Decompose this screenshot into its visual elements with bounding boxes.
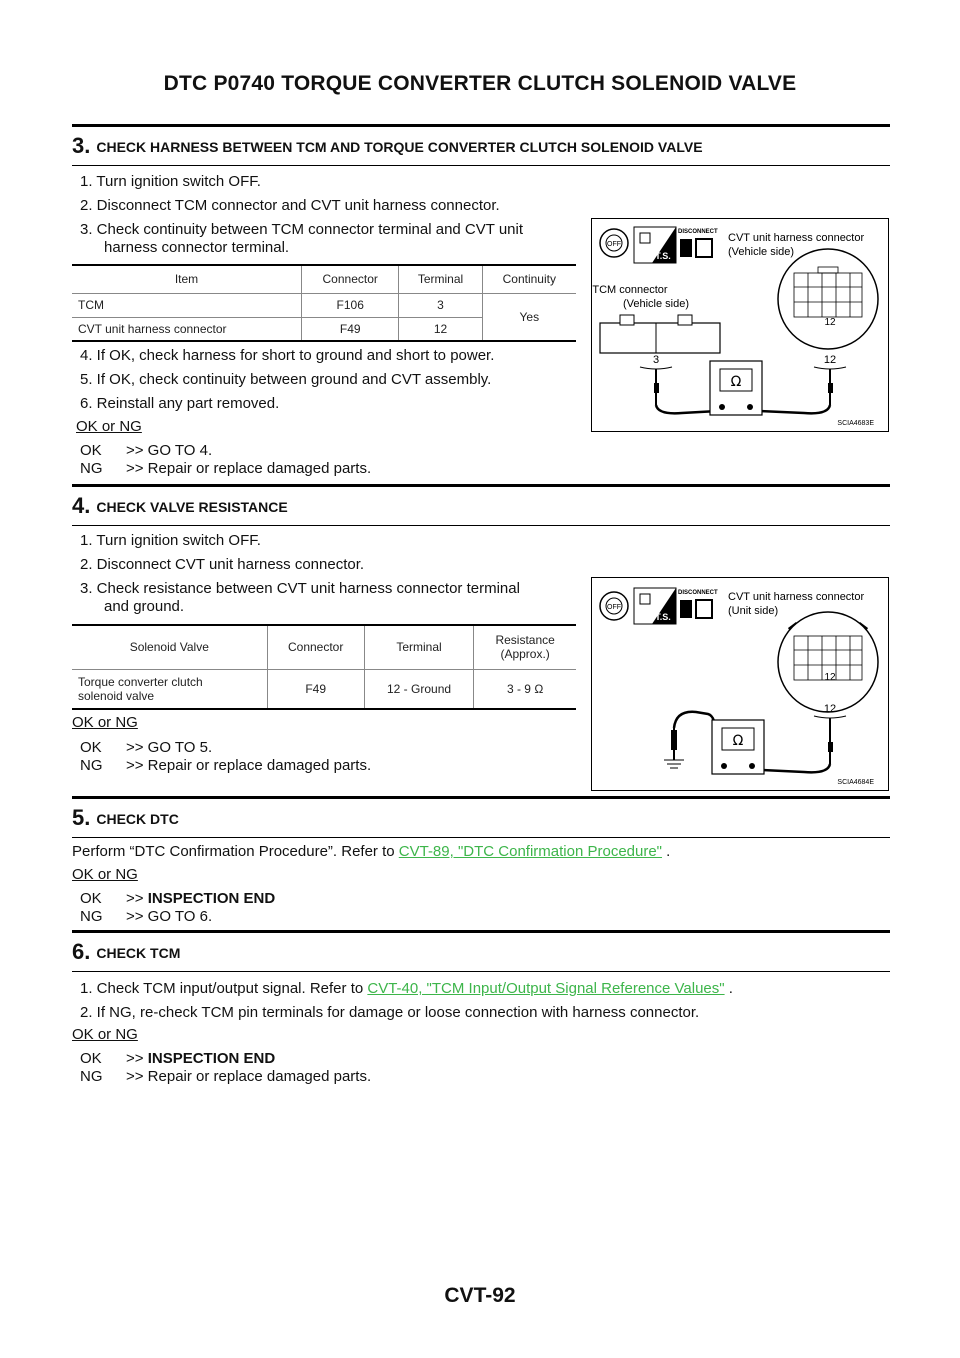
instruction-line: 4. If OK, check harness for short to ground and short to power. (80, 347, 495, 364)
table-header: Terminal (399, 265, 482, 293)
step-heading: CHECK TCM (96, 945, 181, 961)
wiring-diagram-solenoid (591, 577, 889, 791)
table-cell: F49 (301, 317, 398, 341)
step-5-header (72, 796, 890, 838)
table-cell: CVT unit harness connector (72, 317, 301, 341)
ok-ng-label: OK or NG (72, 866, 138, 883)
step-number: 3. (72, 133, 91, 158)
instruction-line: 2. If NG, re-check TCM pin terminals for damage or loose connection with harness connector. (80, 1004, 700, 1021)
table-header: Connector (301, 265, 398, 293)
ng-response: NG >> GO TO 6. (80, 908, 213, 925)
ng-response: NG >> Repair or replace damaged parts. (80, 757, 372, 774)
svg-text:(Vehicle side): (Vehicle side) (622, 298, 690, 310)
wiring-diagram-svg (592, 578, 888, 790)
table-cell: Torque converter clutch solenoid valve (72, 669, 267, 709)
instruction-line: 5. If OK, check continuity between ground and CVT assembly. (80, 371, 492, 388)
table-cell: 3 (399, 293, 482, 317)
connector-disconnect-icon (678, 229, 718, 257)
step-number: 6. (72, 939, 91, 964)
svg-text:12: 12 (823, 354, 837, 366)
table-header: Terminal (364, 625, 474, 669)
svg-text:SCIA4683E: SCIA4683E (837, 420, 874, 427)
instruction-line: 1. Turn ignition switch OFF. (80, 173, 261, 190)
step-4-header (72, 484, 890, 526)
table-header: Connector (267, 625, 364, 669)
page-title: DTC P0740 TORQUE CONVERTER CLUTCH SOLENOID VALVE (163, 72, 797, 95)
table-header: Solenoid Valve (72, 625, 267, 669)
instruction-line: 6. Reinstall any part removed. (80, 395, 280, 412)
table-cell: TCM (72, 293, 301, 317)
svg-text:CVT unit harness connector: CVT unit harness connector (728, 232, 865, 244)
table-header: Item (72, 265, 301, 293)
ok-response: OK >> INSPECTION END (80, 890, 276, 907)
resistance-table (72, 624, 576, 710)
step-heading: CHECK HARNESS BETWEEN TCM AND TORQUE CONVERTER CLUTCH SOLENOID VALVE (96, 139, 703, 155)
instruction-line: 1. Check TCM input/output signal. Refer to CVT-40, "TCM Input/Output Signal Reference Values" . (80, 980, 733, 997)
svg-text:Ω: Ω (730, 374, 742, 390)
table-row (72, 669, 576, 709)
ok-response: OK >> GO TO 4. (80, 442, 213, 459)
svg-text:OFF: OFF (607, 241, 621, 248)
instruction-line: 3. Check continuity between TCM connector terminal and CVT unit (80, 221, 523, 238)
step-heading: CHECK VALVE RESISTANCE (96, 499, 288, 515)
svg-text:DISCONNECT: DISCONNECT (678, 590, 718, 596)
instruction-line: 2. Disconnect CVT unit harness connector. (80, 556, 365, 573)
reference-link[interactable]: CVT-89, "DTC Confirmation Procedure" (398, 843, 663, 860)
step-number: 4. (72, 493, 91, 518)
continuity-table (72, 264, 576, 342)
table-row (72, 293, 576, 317)
svg-text:TCM connector: TCM connector (592, 284, 668, 296)
table-cell: F49 (267, 669, 364, 709)
svg-text:DISCONNECT: DISCONNECT (678, 229, 718, 235)
table-cell: 3 - 9 Ω (474, 669, 576, 709)
svg-text:SCIA4684E: SCIA4684E (837, 779, 874, 786)
svg-text:T.S.: T.S. (655, 251, 671, 261)
step-heading: CHECK DTC (96, 811, 179, 827)
ng-response: NG >> Repair or replace damaged parts. (80, 1068, 372, 1085)
instruction-line: 1. Turn ignition switch OFF. (80, 532, 261, 549)
svg-text:12: 12 (824, 672, 836, 683)
table-cell: F106 (301, 293, 398, 317)
ok-ng-label: OK or NG (72, 714, 138, 731)
page-number: CVT-92 (444, 1284, 516, 1307)
svg-text:12: 12 (824, 317, 836, 328)
table-header: Continuity (482, 265, 576, 293)
step-6-header (72, 930, 890, 972)
svg-text:3: 3 (652, 354, 660, 366)
connector-disconnect-icon (678, 590, 718, 618)
ignition-off-icon (600, 592, 628, 620)
table-cell: Yes (482, 293, 576, 341)
svg-text:OFF: OFF (607, 604, 621, 611)
reference-link[interactable]: CVT-40, "TCM Input/Output Signal Reference Values" (367, 980, 725, 997)
wiring-diagram-tcm (591, 218, 889, 432)
table-header: Resistance (Approx.) (474, 625, 576, 669)
disconnect-ts-icon (634, 227, 676, 263)
disconnect-ts-icon (634, 588, 676, 624)
wiring-diagram-svg (592, 219, 888, 431)
table-cell: 12 (399, 317, 482, 341)
ignition-off-icon (600, 229, 628, 257)
instruction-line: Perform “DTC Confirmation Procedure”. Refer to CVT-89, "DTC Confirmation Procedure" . (72, 843, 671, 860)
table-cell: 12 - Ground (364, 669, 474, 709)
svg-text:CVT unit harness connector: CVT unit harness connector (728, 591, 865, 603)
instruction-line: 3. Check resistance between CVT unit harness connector terminal (80, 580, 520, 597)
svg-text:(Unit side): (Unit side) (728, 605, 779, 617)
svg-text:Ω: Ω (732, 733, 744, 749)
step-3-header (72, 124, 890, 166)
instruction-line: 2. Disconnect TCM connector and CVT unit harness connector. (80, 197, 500, 214)
ng-response: NG >> Repair or replace damaged parts. (80, 460, 372, 477)
instruction-line: and ground. (104, 598, 185, 615)
step-number: 5. (72, 805, 91, 830)
svg-text:12: 12 (823, 703, 837, 715)
svg-text:(Vehicle side): (Vehicle side) (728, 246, 795, 258)
ok-response: OK >> GO TO 5. (80, 739, 213, 756)
instruction-line: harness connector terminal. (104, 239, 290, 256)
ok-ng-label: OK or NG (72, 1026, 138, 1043)
svg-text:T.S.: T.S. (655, 612, 671, 622)
ok-ng-label: OK or NG (76, 418, 142, 435)
ok-response: OK >> INSPECTION END (80, 1050, 276, 1067)
